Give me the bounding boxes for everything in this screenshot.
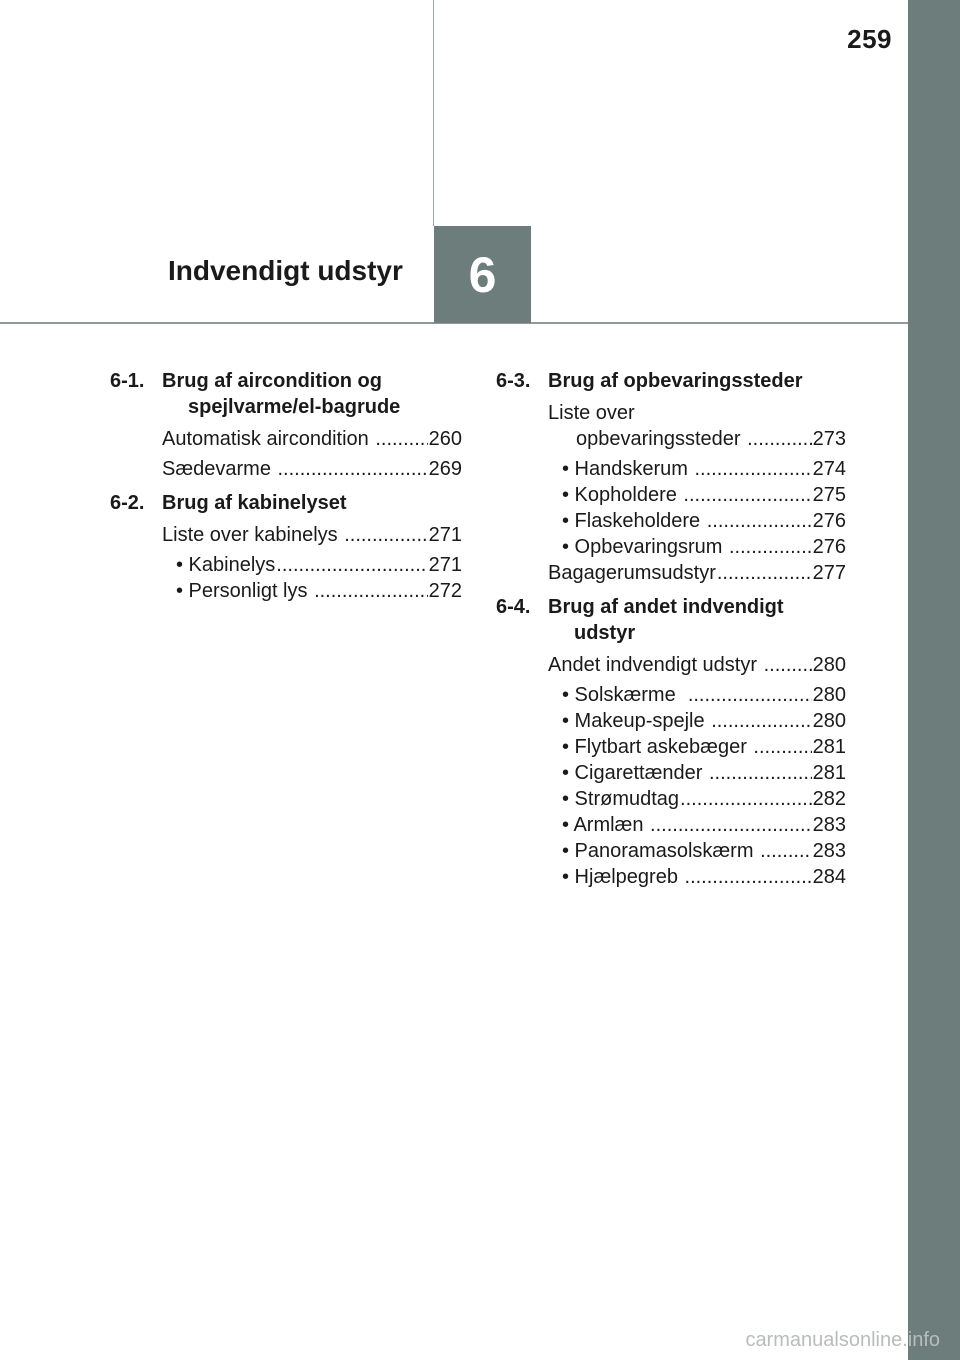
toc-entry-label: • Flytbart askebæger <box>562 736 753 758</box>
toc-entry-label: • Panoramasolskærm <box>562 840 760 862</box>
toc-entry[interactable] <box>548 708 846 734</box>
leader-dots <box>685 864 812 890</box>
leader-dots <box>695 456 812 482</box>
section-number: 6-2. <box>110 492 145 514</box>
watermark-text: carmanualsonline.info <box>745 1329 940 1351</box>
toc-section <box>110 368 462 482</box>
section-heading[interactable] <box>496 594 846 646</box>
toc-entry-label: • Armlæn <box>562 814 650 836</box>
toc-entry-label: Liste over <box>548 402 635 424</box>
toc-entry-label: • Flaskeholdere <box>562 510 706 532</box>
chapter-number: 6 <box>468 246 497 303</box>
toc-entry[interactable] <box>548 734 846 760</box>
leader-dots <box>278 456 428 482</box>
toc-entry[interactable] <box>548 652 846 678</box>
toc-entry-page: 284 <box>812 866 846 888</box>
toc-entry[interactable] <box>548 534 846 560</box>
chapter-side-tab <box>908 0 960 1360</box>
toc-entry-label: • Solskærme <box>562 684 687 706</box>
leader-dots <box>760 838 812 864</box>
leader-dots <box>753 734 811 760</box>
toc-entry-label: • Hjælpegreb <box>562 866 684 888</box>
toc-column-right <box>496 368 846 898</box>
toc-entry[interactable] <box>548 400 846 452</box>
section-heading[interactable] <box>110 368 462 420</box>
toc-entry-label: Automatisk aircondition <box>162 428 375 450</box>
section-title: Brug af opbevaringssteder <box>548 370 803 392</box>
toc-entry[interactable] <box>548 838 846 864</box>
toc-entry-label: Andet indvendigt udstyr <box>548 654 763 676</box>
leader-dots <box>276 552 427 578</box>
toc-entry[interactable] <box>548 682 846 708</box>
leader-dots <box>747 426 812 452</box>
toc-entry-label: • Kopholdere <box>562 484 683 506</box>
leader-dots <box>729 534 812 560</box>
toc-entry[interactable] <box>162 578 462 604</box>
leader-dots <box>680 786 812 812</box>
toc-entry[interactable] <box>162 456 462 482</box>
toc-entry-page: 283 <box>812 814 846 836</box>
toc-entry-page: 281 <box>812 736 846 758</box>
leader-dots <box>764 652 812 678</box>
toc-entry-label: • Kabinelys <box>176 554 276 576</box>
toc-entry[interactable] <box>548 812 846 838</box>
leader-dots <box>707 508 812 534</box>
toc-entry-page: 276 <box>812 536 846 558</box>
toc-section <box>496 368 846 586</box>
toc-entry[interactable] <box>162 552 462 578</box>
toc-entry-label: • Handskerum <box>562 458 694 480</box>
toc-column-left <box>110 368 462 612</box>
toc-entry[interactable] <box>548 760 846 786</box>
toc-entry-page: 260 <box>428 428 462 450</box>
leader-dots <box>683 482 811 508</box>
toc-section <box>110 490 462 604</box>
toc-entry[interactable] <box>548 456 846 482</box>
toc-entry-label: Sædevarme <box>162 458 277 480</box>
toc-entry-page: 271 <box>428 554 462 576</box>
toc-entry-page: 274 <box>812 458 846 480</box>
page-number: 259 <box>847 24 892 54</box>
toc-entry[interactable] <box>548 482 846 508</box>
toc-entry-page: 280 <box>812 684 846 706</box>
toc-entry-page: 276 <box>812 510 846 532</box>
leader-dots <box>344 522 427 548</box>
toc-entry[interactable] <box>548 508 846 534</box>
toc-entry-page: 281 <box>812 762 846 784</box>
toc-entry-page: 271 <box>428 524 462 546</box>
toc-entry-page: 273 <box>812 428 846 450</box>
toc-entry-page: 275 <box>812 484 846 506</box>
toc-section <box>496 594 846 890</box>
section-title: Brug af aircondition og spejlvarme/el-bagrude <box>162 370 401 418</box>
toc-entry-label: • Strømudtag <box>562 788 680 810</box>
toc-entry-page: 282 <box>812 788 846 810</box>
leader-dots <box>375 426 427 452</box>
leader-dots <box>688 682 812 708</box>
section-number: 6-3. <box>496 370 531 392</box>
toc-entry-label: Bagagerumsudstyr <box>548 562 716 584</box>
header-divider-vertical <box>433 0 434 226</box>
section-title: Brug af kabinelyset <box>162 492 347 514</box>
chapter-number-box <box>434 226 531 323</box>
toc-entry-page: 280 <box>812 654 846 676</box>
toc-entry[interactable] <box>162 426 462 452</box>
leader-dots <box>314 578 428 604</box>
leader-dots <box>711 708 811 734</box>
section-number: 6-1. <box>110 370 145 392</box>
toc-entry-label: • Personligt lys <box>176 580 314 602</box>
leader-dots <box>709 760 812 786</box>
section-heading[interactable] <box>496 368 846 394</box>
toc-entry-label: • Cigarettænder <box>562 762 708 784</box>
toc-entry[interactable] <box>548 786 846 812</box>
toc-entry-label: • Opbevaringsrum <box>562 536 728 558</box>
toc-entry-page: 280 <box>812 710 846 732</box>
toc-entry-page: 272 <box>428 580 462 602</box>
toc-entry-label: • Makeup-spejle <box>562 710 711 732</box>
section-title: Brug af andet indvendigt udstyr <box>548 596 784 644</box>
toc-entry-page: 269 <box>428 458 462 480</box>
section-number: 6-4. <box>496 596 531 618</box>
toc-entry-page: 277 <box>812 562 846 584</box>
leader-dots <box>650 812 812 838</box>
chapter-title: Indvendigt udstyr <box>168 255 403 286</box>
section-heading[interactable] <box>110 490 462 516</box>
toc-entry-label: opbevaringssteder <box>576 428 747 450</box>
leader-dots <box>717 560 812 586</box>
toc-entry-page: 283 <box>812 840 846 862</box>
toc-entry-label: Liste over kabinelys <box>162 524 344 546</box>
toc-entry[interactable] <box>548 560 846 586</box>
toc-entry[interactable] <box>548 864 846 890</box>
toc-entry[interactable] <box>162 522 462 548</box>
